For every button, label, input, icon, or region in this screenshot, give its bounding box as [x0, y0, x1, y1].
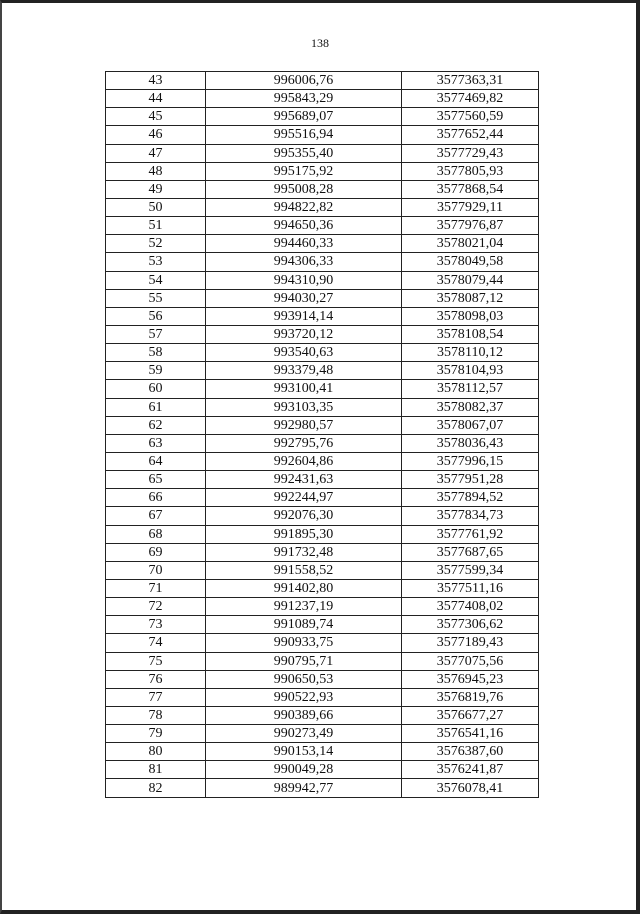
y-coordinate-cell: 3577761,92 [402, 525, 539, 543]
table-row [106, 652, 539, 670]
point-number-cell: 47 [106, 144, 206, 162]
point-number-cell: 60 [106, 380, 206, 398]
point-number-cell: 78 [106, 706, 206, 724]
x-coordinate-cell: 990522,93 [206, 688, 402, 706]
point-number-cell: 49 [106, 180, 206, 198]
point-number-cell: 73 [106, 616, 206, 634]
x-coordinate-cell: 993100,41 [206, 380, 402, 398]
table-row [106, 634, 539, 652]
point-number-cell: 43 [106, 72, 206, 90]
table-row [106, 307, 539, 325]
y-coordinate-cell: 3577560,59 [402, 108, 539, 126]
table-row [106, 416, 539, 434]
table-row [106, 525, 539, 543]
table-row [106, 743, 539, 761]
table-row [106, 162, 539, 180]
y-coordinate-cell: 3577469,82 [402, 90, 539, 108]
point-number-cell: 79 [106, 725, 206, 743]
point-number-cell: 48 [106, 162, 206, 180]
table-row [106, 90, 539, 108]
point-number-cell: 53 [106, 253, 206, 271]
x-coordinate-cell: 993914,14 [206, 307, 402, 325]
point-number-cell: 51 [106, 217, 206, 235]
y-coordinate-cell: 3578036,43 [402, 434, 539, 452]
point-number-cell: 59 [106, 362, 206, 380]
x-coordinate-cell: 990795,71 [206, 652, 402, 670]
point-number-cell: 68 [106, 525, 206, 543]
table-row [106, 598, 539, 616]
x-coordinate-cell: 990153,14 [206, 743, 402, 761]
y-coordinate-cell: 3576078,41 [402, 779, 539, 797]
table-row [106, 344, 539, 362]
y-coordinate-cell: 3578082,37 [402, 398, 539, 416]
table-row [106, 398, 539, 416]
table-row [106, 325, 539, 343]
table-row [106, 471, 539, 489]
y-coordinate-cell: 3578110,12 [402, 344, 539, 362]
x-coordinate-cell: 996006,76 [206, 72, 402, 90]
x-coordinate-cell: 990650,53 [206, 670, 402, 688]
table-row [106, 761, 539, 779]
x-coordinate-cell: 992244,97 [206, 489, 402, 507]
y-coordinate-cell: 3578108,54 [402, 325, 539, 343]
x-coordinate-cell: 995689,07 [206, 108, 402, 126]
table-row [106, 579, 539, 597]
point-number-cell: 65 [106, 471, 206, 489]
y-coordinate-cell: 3576945,23 [402, 670, 539, 688]
y-coordinate-cell: 3577306,62 [402, 616, 539, 634]
point-number-cell: 50 [106, 198, 206, 216]
x-coordinate-cell: 992980,57 [206, 416, 402, 434]
x-coordinate-cell: 995843,29 [206, 90, 402, 108]
y-coordinate-cell: 3577805,93 [402, 162, 539, 180]
x-coordinate-cell: 995516,94 [206, 126, 402, 144]
y-coordinate-cell: 3577599,34 [402, 561, 539, 579]
page-number: 138 [311, 36, 329, 50]
y-coordinate-cell: 3577996,15 [402, 452, 539, 470]
point-number-cell: 61 [106, 398, 206, 416]
y-coordinate-cell: 3577189,43 [402, 634, 539, 652]
table-row [106, 108, 539, 126]
point-number-cell: 52 [106, 235, 206, 253]
table-row [106, 72, 539, 90]
point-number-cell: 75 [106, 652, 206, 670]
point-number-cell: 74 [106, 634, 206, 652]
x-coordinate-cell: 993103,35 [206, 398, 402, 416]
point-number-cell: 63 [106, 434, 206, 452]
x-coordinate-cell: 990273,49 [206, 725, 402, 743]
y-coordinate-cell: 3578067,07 [402, 416, 539, 434]
table-row [106, 688, 539, 706]
table-row [106, 779, 539, 797]
y-coordinate-cell: 3577868,54 [402, 180, 539, 198]
table-row [106, 489, 539, 507]
x-coordinate-cell: 991237,19 [206, 598, 402, 616]
coordinates-table [105, 71, 539, 798]
point-number-cell: 71 [106, 579, 206, 597]
x-coordinate-cell: 990933,75 [206, 634, 402, 652]
x-coordinate-cell: 992431,63 [206, 471, 402, 489]
x-coordinate-cell: 995008,28 [206, 180, 402, 198]
table-row [106, 616, 539, 634]
y-coordinate-cell: 3577976,87 [402, 217, 539, 235]
x-coordinate-cell: 992795,76 [206, 434, 402, 452]
table-row [106, 380, 539, 398]
coordinates-table-body [106, 72, 539, 798]
table-row [106, 144, 539, 162]
x-coordinate-cell: 992604,86 [206, 452, 402, 470]
table-row [106, 126, 539, 144]
x-coordinate-cell: 991895,30 [206, 525, 402, 543]
table-row [106, 271, 539, 289]
point-number-cell: 77 [106, 688, 206, 706]
x-coordinate-cell: 993540,63 [206, 344, 402, 362]
x-coordinate-cell: 995355,40 [206, 144, 402, 162]
point-number-cell: 81 [106, 761, 206, 779]
point-number-cell: 80 [106, 743, 206, 761]
x-coordinate-cell: 990049,28 [206, 761, 402, 779]
x-coordinate-cell: 989942,77 [206, 779, 402, 797]
point-number-cell: 46 [106, 126, 206, 144]
y-coordinate-cell: 3576677,27 [402, 706, 539, 724]
point-number-cell: 82 [106, 779, 206, 797]
table-row [106, 198, 539, 216]
y-coordinate-cell: 3577687,65 [402, 543, 539, 561]
x-coordinate-cell: 990389,66 [206, 706, 402, 724]
point-number-cell: 69 [106, 543, 206, 561]
y-coordinate-cell: 3577729,43 [402, 144, 539, 162]
point-number-cell: 76 [106, 670, 206, 688]
x-coordinate-cell: 994306,33 [206, 253, 402, 271]
table-row [106, 670, 539, 688]
point-number-cell: 57 [106, 325, 206, 343]
point-number-cell: 58 [106, 344, 206, 362]
y-coordinate-cell: 3577951,28 [402, 471, 539, 489]
y-coordinate-cell: 3576541,16 [402, 725, 539, 743]
x-coordinate-cell: 993379,48 [206, 362, 402, 380]
table-row [106, 362, 539, 380]
y-coordinate-cell: 3576819,76 [402, 688, 539, 706]
table-row [106, 543, 539, 561]
y-coordinate-cell: 3578112,57 [402, 380, 539, 398]
y-coordinate-cell: 3577894,52 [402, 489, 539, 507]
y-coordinate-cell: 3577075,56 [402, 652, 539, 670]
y-coordinate-cell: 3578021,04 [402, 235, 539, 253]
x-coordinate-cell: 991089,74 [206, 616, 402, 634]
point-number-cell: 70 [106, 561, 206, 579]
x-coordinate-cell: 993720,12 [206, 325, 402, 343]
x-coordinate-cell: 991402,80 [206, 579, 402, 597]
y-coordinate-cell: 3576387,60 [402, 743, 539, 761]
y-coordinate-cell: 3576241,87 [402, 761, 539, 779]
point-number-cell: 62 [106, 416, 206, 434]
x-coordinate-cell: 991558,52 [206, 561, 402, 579]
x-coordinate-cell: 994460,33 [206, 235, 402, 253]
y-coordinate-cell: 3578049,58 [402, 253, 539, 271]
x-coordinate-cell: 994650,36 [206, 217, 402, 235]
y-coordinate-cell: 3578087,12 [402, 289, 539, 307]
table-row [106, 217, 539, 235]
y-coordinate-cell: 3577652,44 [402, 126, 539, 144]
y-coordinate-cell: 3577511,16 [402, 579, 539, 597]
point-number-cell: 72 [106, 598, 206, 616]
y-coordinate-cell: 3578098,03 [402, 307, 539, 325]
table-row [106, 452, 539, 470]
point-number-cell: 55 [106, 289, 206, 307]
table-row [106, 706, 539, 724]
table-row [106, 289, 539, 307]
point-number-cell: 54 [106, 271, 206, 289]
table-row [106, 561, 539, 579]
y-coordinate-cell: 3577363,31 [402, 72, 539, 90]
table-row [106, 507, 539, 525]
y-coordinate-cell: 3578079,44 [402, 271, 539, 289]
x-coordinate-cell: 994822,82 [206, 198, 402, 216]
x-coordinate-cell: 991732,48 [206, 543, 402, 561]
point-number-cell: 56 [106, 307, 206, 325]
y-coordinate-cell: 3578104,93 [402, 362, 539, 380]
x-coordinate-cell: 995175,92 [206, 162, 402, 180]
point-number-cell: 67 [106, 507, 206, 525]
y-coordinate-cell: 3577408,02 [402, 598, 539, 616]
table-row [106, 253, 539, 271]
point-number-cell: 64 [106, 452, 206, 470]
table-row [106, 180, 539, 198]
y-coordinate-cell: 3577834,73 [402, 507, 539, 525]
y-coordinate-cell: 3577929,11 [402, 198, 539, 216]
point-number-cell: 44 [106, 90, 206, 108]
x-coordinate-cell: 992076,30 [206, 507, 402, 525]
point-number-cell: 45 [106, 108, 206, 126]
table-row [106, 434, 539, 452]
table-row [106, 725, 539, 743]
x-coordinate-cell: 994310,90 [206, 271, 402, 289]
x-coordinate-cell: 994030,27 [206, 289, 402, 307]
table-row [106, 235, 539, 253]
point-number-cell: 66 [106, 489, 206, 507]
